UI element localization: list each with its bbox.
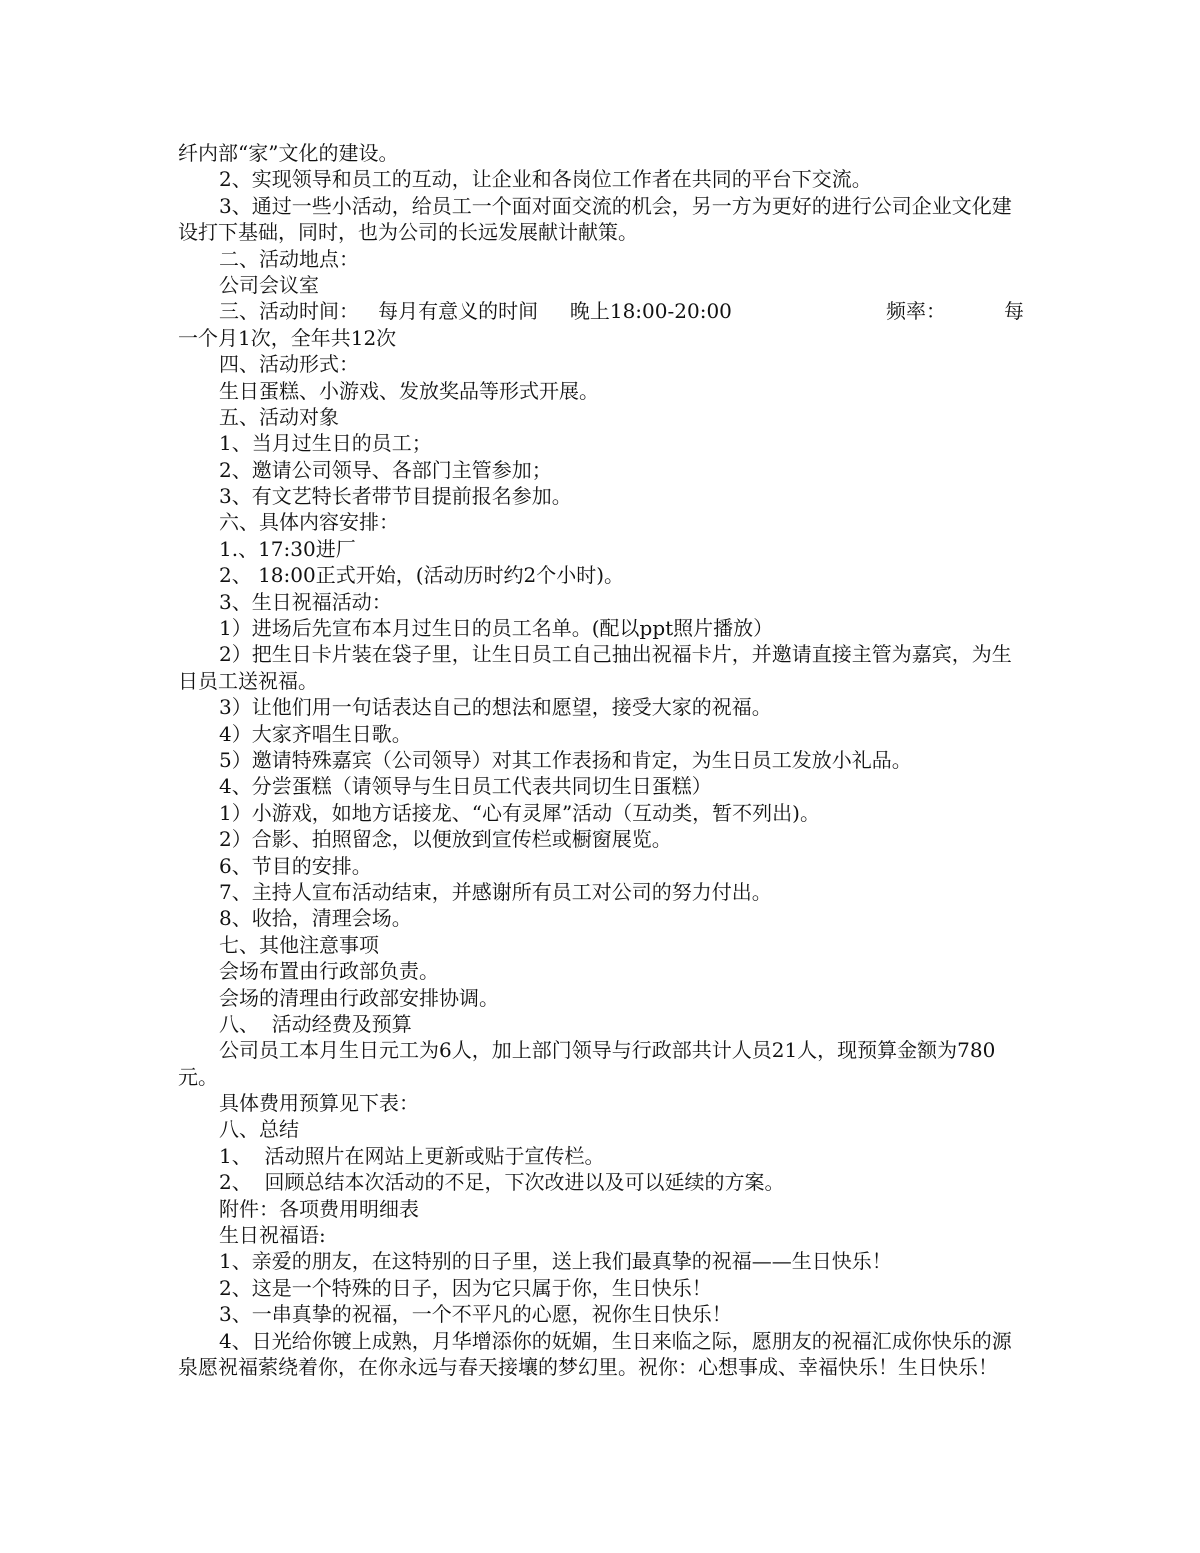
activity-time-text: 三、活动时间： 每月有意义的时间 晚上18:00-20:00	[219, 299, 732, 324]
text-line: 2、 18:00正式开始，(活动历时约2个小时)。	[219, 563, 625, 588]
text-line: 3、一串真挚的祝福，一个不平凡的心愿，祝你生日快乐！	[219, 1302, 732, 1327]
text-line: 公司员工本月生日元工为6人，加上部门领导与行政部共计人员21人，现预算金额为780	[219, 1038, 996, 1063]
activity-time-row	[178, 298, 1024, 324]
text-line: 1、 活动照片在网站上更新或贴于宣传栏。	[219, 1143, 605, 1168]
text-line: 4）大家齐唱生日歌。	[219, 721, 412, 746]
text-line: 2）把生日卡片装在袋子里，让生日员工自己抽出祝福卡片，并邀请直接主管为嘉宾，为生	[219, 642, 1012, 667]
text-line: 1、当月过生日的员工；	[219, 431, 432, 456]
text-line: 8、收拾，清理会场。	[219, 906, 412, 931]
text-line: 3、有文艺特长者带节目提前报名参加。	[219, 484, 572, 509]
text-line: 生日祝福语:	[219, 1223, 326, 1248]
text-line: 2、邀请公司领导、各部门主管参加；	[219, 457, 552, 482]
text-line: 2）合影、拍照留念，以便放到宣传栏或橱窗展览。	[219, 827, 672, 852]
text-line: 4、分尝蛋糕（请领导与生日员工代表共同切生日蛋糕）	[219, 774, 712, 799]
text-line: 具体费用预算见下表：	[219, 1091, 419, 1116]
text-line: 元。	[178, 1064, 218, 1089]
frequency-label: 频率：	[886, 299, 946, 324]
text-line: 会场布置由行政部负责。	[219, 959, 439, 984]
document-page	[178, 140, 1024, 1380]
text-line: 2、实现领导和员工的互动，让企业和各岗位工作者在共同的平台下交流。	[219, 167, 872, 192]
section-heading: 八、总结	[219, 1117, 299, 1142]
text-line: 生日蛋糕、小游戏、发放奖品等形式开展。	[219, 378, 599, 403]
section-heading: 五、活动对象	[219, 404, 339, 429]
section-heading: 八、 活动经费及预算	[219, 1011, 412, 1036]
text-line: 2、这是一个特殊的日子，因为它只属于你，生日快乐！	[219, 1275, 712, 1300]
text-line: 1、亲爱的朋友，在这特别的日子里，送上我们最真挚的祝福——生日快乐！	[219, 1249, 892, 1274]
text-line: 3、生日祝福活动：	[219, 589, 392, 614]
text-line: 设打下基础，同时，也为公司的长远发展献计献策。	[178, 220, 638, 245]
text-line: 1）小游戏，如地方话接龙、“心有灵犀”活动（互动类，暂不列出)。	[219, 800, 820, 825]
text-line: 公司会议室	[219, 272, 319, 297]
text-line: 3、通过一些小活动，给员工一个面对面交流的机会，另一方为更好的进行公司企业文化建	[219, 193, 1012, 218]
text-line: 1）进场后先宣布本月过生日的员工名单。(配以ppt照片播放）	[219, 616, 774, 641]
text-line: 一个月1次，全年共12次	[178, 325, 397, 350]
section-heading: 二、活动地点：	[219, 246, 359, 271]
text-line: 会场的清理由行政部安排协调。	[219, 985, 499, 1010]
text-line: 4、日光给你镀上成熟，月华增添你的妩媚，生日来临之际，愿朋友的祝福汇成你快乐的源	[219, 1328, 1012, 1353]
text-line: 7、主持人宣布活动结束，并感谢所有员工对公司的努力付出。	[219, 879, 772, 904]
text-line: 5）邀请特殊嘉宾（公司领导）对其工作表扬和肯定，为生日员工发放小礼品。	[219, 747, 912, 772]
section-heading: 六、具体内容安排：	[219, 510, 399, 535]
frequency-start: 每	[1004, 299, 1024, 324]
text-line: 3）让他们用一句话表达自己的想法和愿望，接受大家的祝福。	[219, 695, 772, 720]
text-line: 泉愿祝福萦绕着你，在你永远与春天接壤的梦幻里。祝你：心想事成、幸福快乐！生日快乐！	[178, 1354, 998, 1379]
text-line: 1.、17:30进厂	[219, 536, 356, 561]
text-line: 6、节目的安排。	[219, 853, 372, 878]
text-line: 日员工送祝福。	[178, 668, 318, 693]
text-line: 2、 回顾总结本次活动的不足，下次改进以及可以延续的方案。	[219, 1170, 785, 1195]
text-line: 附件：各项费用明细表	[219, 1196, 419, 1221]
section-heading: 七、其他注意事项	[219, 932, 379, 957]
section-heading: 四、活动形式：	[219, 352, 359, 377]
text-line: 纤内部“家”文化的建设。	[178, 141, 399, 165]
